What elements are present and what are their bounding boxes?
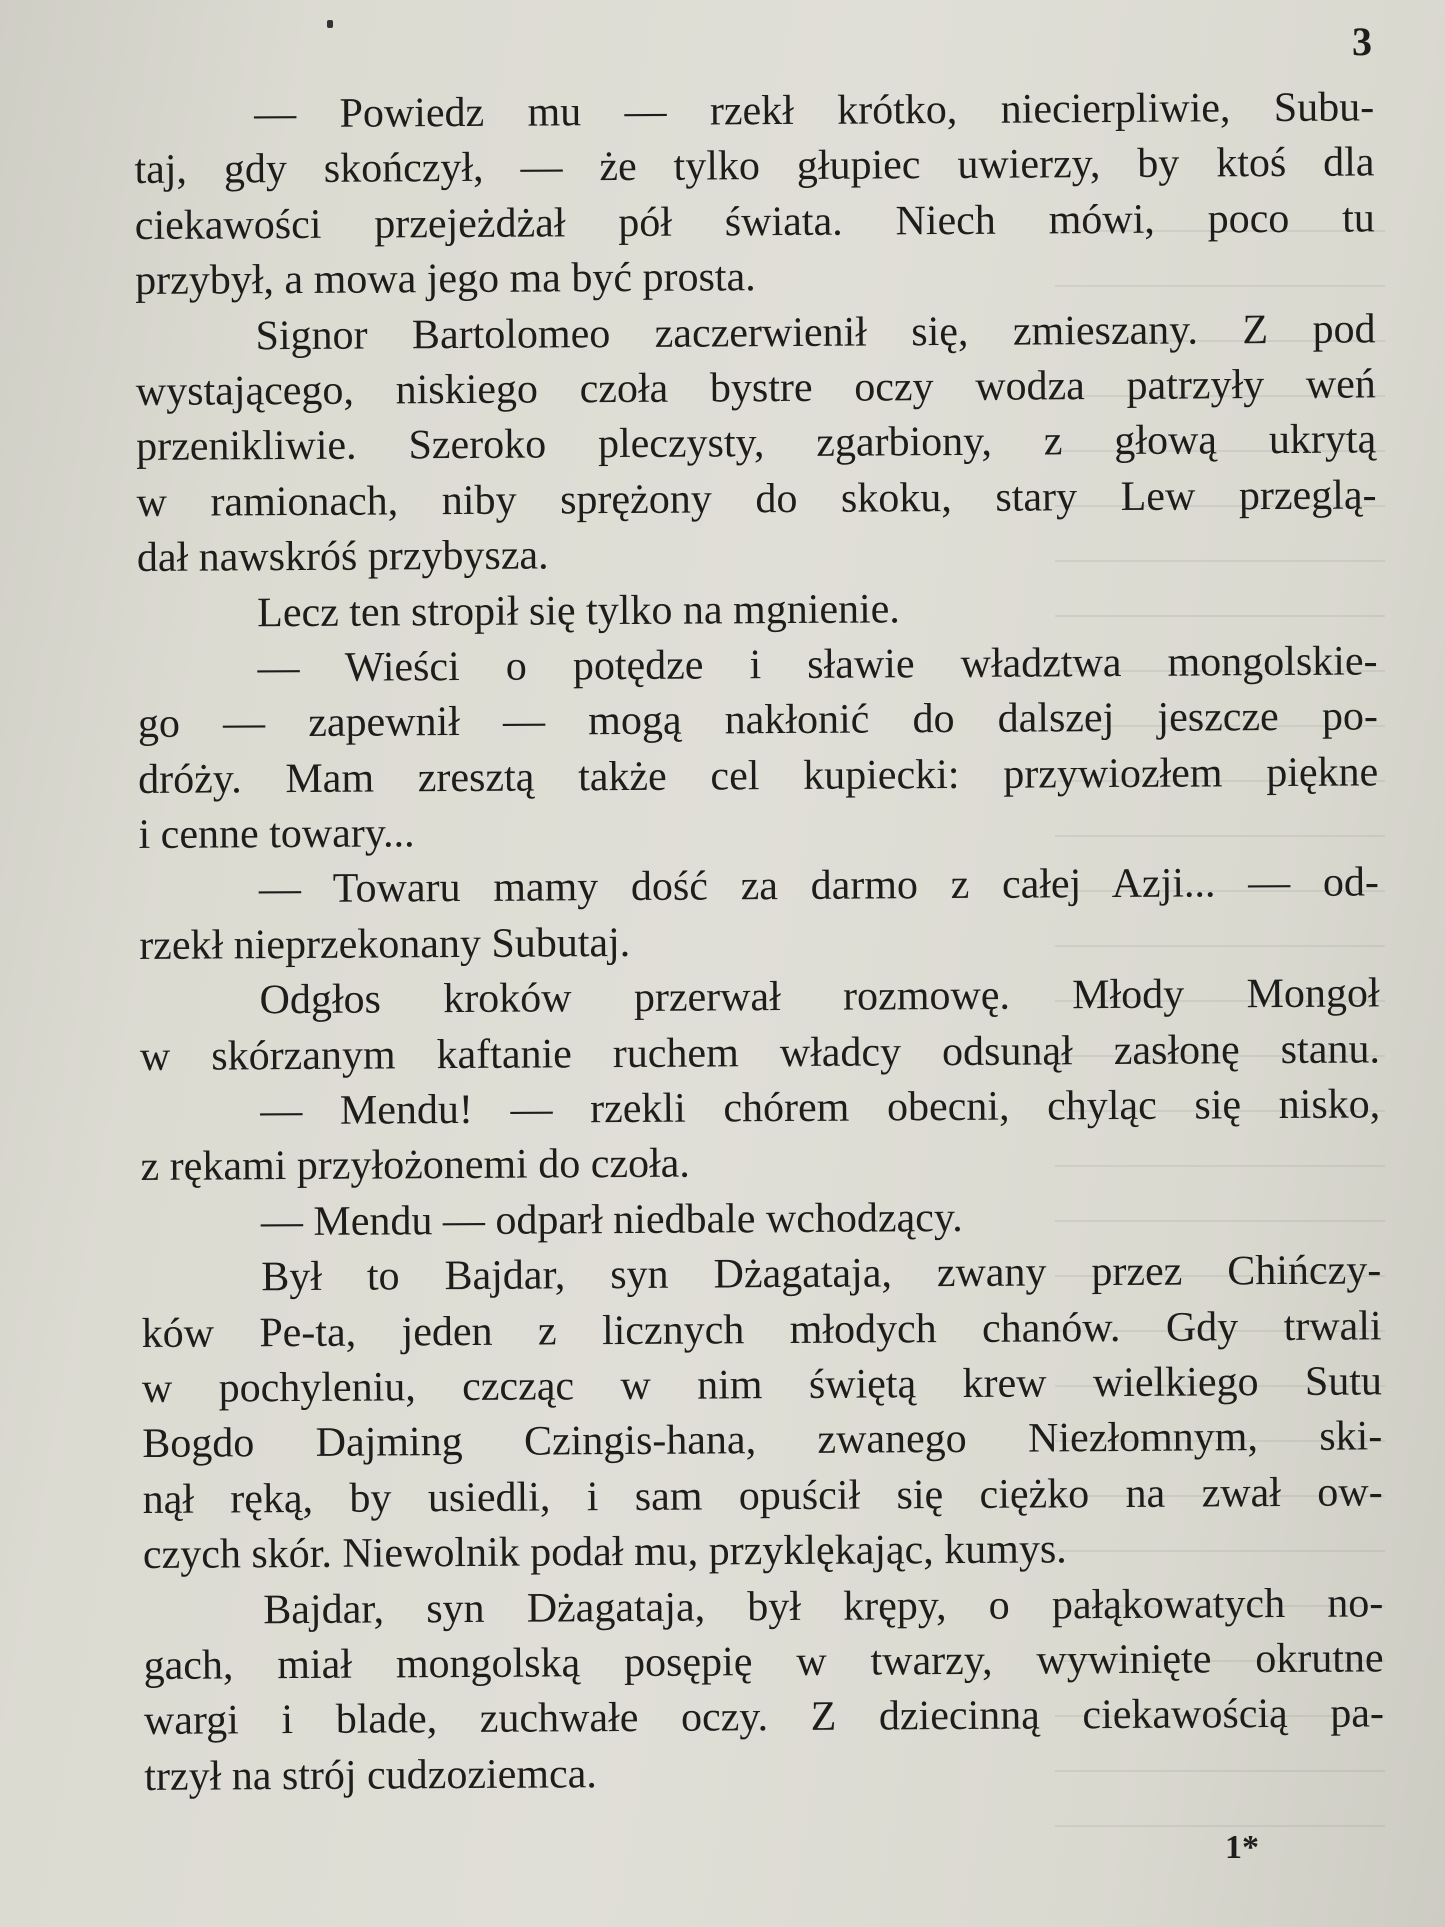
text-line: i cenne towary... bbox=[138, 810, 415, 859]
text-line: Bajdar, syn Dżagataja, był krępy, o pałąkowatych no- bbox=[263, 1579, 1384, 1633]
text-line: dał nawskróś przybysza. bbox=[136, 532, 549, 582]
text-line: wystającego, niskiego czoła bystre oczy wodza patrzyły weń bbox=[135, 361, 1376, 415]
ink-speck bbox=[327, 20, 333, 28]
text-line: Signor Bartolomeo zaczerwienił się, zmieszany. Z pod bbox=[255, 305, 1376, 359]
text-line: Bogdo Dajming Czingis-hana, zwanego Niezłomnym, ski- bbox=[142, 1413, 1383, 1468]
printer-signature: 1* bbox=[1225, 1829, 1259, 1866]
text-line: czych skór. Niewolnik podał mu, przyklękając, kumys. bbox=[142, 1526, 1067, 1579]
text-line: nął ręką, by usiedli, i sam opuścił się ciężko na zwał ow- bbox=[142, 1469, 1383, 1523]
text-line: w ramionach, niby sprężony do skoku, stary Lew przeglą- bbox=[136, 472, 1377, 526]
text-line: go — zapewnił — mogą nakłonić do dalszej jeszcze po- bbox=[137, 693, 1379, 748]
text-line: gach, miał mongolską posępię w twarzy, wywinięte okrutne bbox=[143, 1635, 1384, 1689]
text-line: w pochyleniu, czcząc w nim świętą krew wielkiego Sutu bbox=[141, 1358, 1383, 1412]
text-line: przybył, a mowa jego ma być prosta. bbox=[135, 254, 756, 305]
text-line: ciekawości przejeżdżał pół świata. Niech mówi, poco tu bbox=[134, 195, 1375, 249]
text-line: w skórzanym kaftanie ruchem władcy odsunął zasłonę stanu. bbox=[139, 1026, 1381, 1080]
text-line: Odgłos kroków przerwał rozmowę. Młody Mongoł bbox=[259, 970, 1380, 1024]
text-line: — Towaru mamy dość za darmo z całej Azji... — od- bbox=[258, 859, 1380, 913]
text-line: wargi i blade, zuchwałe oczy. Z dziecinną ciekawością pa- bbox=[143, 1690, 1385, 1745]
text-line: przenikliwie. Szeroko pleczysty, zgarbiony, z głową ukrytą bbox=[136, 416, 1377, 471]
page-number: 3 bbox=[1352, 19, 1373, 64]
text-line: — Powiedz mu — rzekł krótko, niecierpliwie, Subu- bbox=[254, 84, 1375, 138]
text-line: trzył na strój cudzoziemca. bbox=[144, 1750, 597, 1800]
text-line: Był to Bajdar, syn Dżagataja, zwany przez Chińczy- bbox=[261, 1247, 1382, 1301]
text-line: — Mendu! — rzekli chórem obecni, chyląc się nisko, bbox=[260, 1081, 1381, 1135]
text-line: rzekł nieprzekonany Subutaj. bbox=[139, 919, 631, 969]
text-line: Lecz ten stropił się tylko na mgnienie. bbox=[257, 585, 900, 636]
text-line: dróży. Mam zresztą także cel kupiecki: przywiozłem piękne bbox=[138, 749, 1379, 803]
text-line: ków Pe-ta, jeden z licznych młodych chanów. Gdy trwali bbox=[141, 1302, 1382, 1357]
text-line: — Mendu — odparł niedbale wchodzący. bbox=[260, 1194, 963, 1246]
text-line: — Wieści o potędze i sławie władztwa mongolskie- bbox=[257, 638, 1378, 692]
body-text bbox=[134, 80, 1384, 1805]
text-line: taj, gdy skończył, — że tylko głupiec uwierzy, by ktoś dla bbox=[134, 139, 1375, 194]
text-line: z rękami przyłożonemi do czoła. bbox=[140, 1141, 690, 1191]
